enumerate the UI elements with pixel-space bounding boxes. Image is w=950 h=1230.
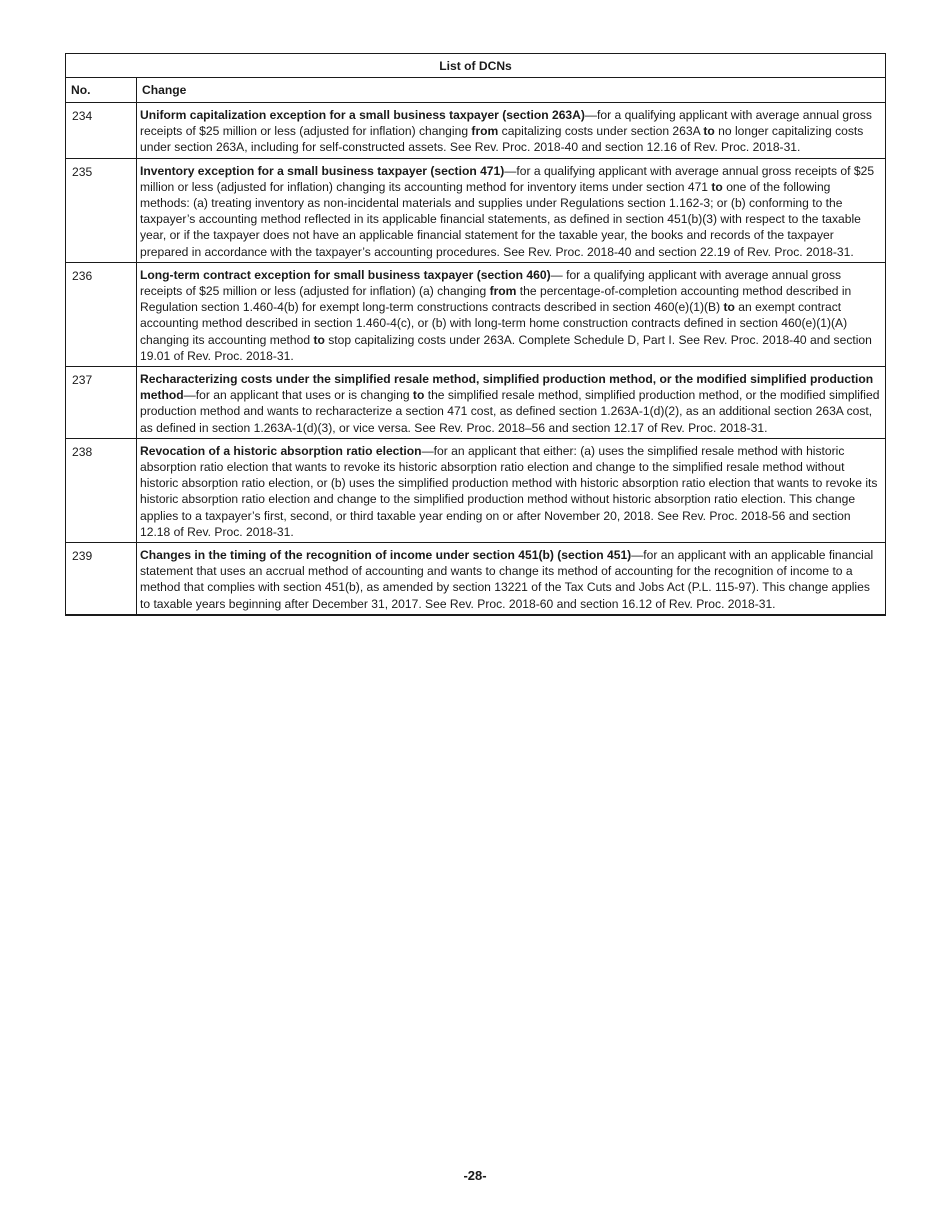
change-text: — for a qualifying applicant with average annual gross receipts of $25 million or less (adjusted for inflation) (a) changing: [140, 267, 842, 299]
table-row: [66, 438, 886, 542]
dcn-table: [65, 53, 886, 616]
table-body: [66, 103, 886, 615]
dcn-number: 236: [66, 262, 137, 366]
change-text: no longer capitalizing costs under section 263A, including for self-constructed assets. See Rev. Proc. 2018-40 and section 12.16 of Rev. Proc. 2018-31.: [140, 124, 864, 155]
dcn-change-description: [137, 103, 886, 159]
change-bold-text: to: [313, 332, 325, 347]
column-header-no: No.: [66, 78, 137, 103]
change-text: —for a qualifying applicant with average annual gross receipts of $25 million or less (adjusted for inflation) changing its accounting method for inventory items under section 471: [140, 163, 875, 194]
page-number: -28-: [463, 1168, 487, 1183]
change-bold-text: Recharacterizing costs under the simplified resale method, simplified production method, or the modified simplified production method: [140, 372, 874, 403]
dcn-number: 239: [66, 543, 137, 615]
change-bold-text: to: [723, 300, 735, 315]
change-text: —for an applicant with an applicable financial statement that uses an accrual method of accounting and wants to change its method of accounting for the recognition of income to a method that complies with section 451(b), as amended by section 13221 of the Tax Cuts and Jobs Act (P.L. 115-97). This change applies to taxable years beginning after December 31, 2017. See Rev. Proc. 2018-60 and section 16.12 of Rev. Proc. 2018-31.: [140, 548, 874, 611]
table-row: [66, 367, 886, 439]
column-header-change: Change: [137, 78, 886, 103]
dcn-change-description: [137, 262, 886, 366]
change-bold-text: from: [489, 284, 517, 299]
change-text: one of the following methods: (a) treating inventory as non-incidental materials and supplies under Regulations section 1.162-3; or (b) conforming to the taxpayer’s accounting method reflected in its applicable financial statements, as defined in section 451(b)(3) with respect to the taxable year, or if the taxpayer does not have an applicable financial statement for the taxable year, the books and records of the taxpayer prepared in accordance with the taxpayer’s accounting procedures. See Rev. Proc. 2018-40 and section 22.19 of Rev. Proc. 2018-31.: [140, 179, 861, 259]
change-bold-text: Changes in the timing of the recognition of income under section 451(b) (section 451): [140, 548, 632, 563]
table-row: [66, 158, 886, 262]
dcn-number: 238: [66, 438, 137, 542]
change-bold-text: Long-term contract exception for small business taxpayer (section 460): [140, 267, 551, 282]
dcn-number: 237: [66, 367, 137, 439]
change-text: an exempt contract accounting method described in section 1.460-4(c), or (b) with long-term home construction contracts defined in section 460(e)(1)(A) changing its accounting method: [140, 300, 848, 347]
table-title-row: [66, 54, 886, 78]
dcn-change-description: [137, 438, 886, 542]
change-text: the percentage-of-completion accounting method described in Regulation section 1.460-4(b) for exempt long-term constructions contracts described in section 460(e)(1)(B): [140, 284, 852, 315]
dcn-change-description: [137, 158, 886, 262]
table-title: List of DCNs: [66, 54, 886, 78]
dcn-number: 235: [66, 158, 137, 262]
dcn-number: 234: [66, 103, 137, 159]
change-bold-text: Uniform capitalization exception for a small business taxpayer (section 263A): [140, 108, 585, 122]
change-bold-text: Revocation of a historic absorption ratio election: [140, 443, 422, 458]
change-text: —for an applicant that either: (a) uses the simplified resale method with historic absorption ratio election that wants to revoke its historic absorption ratio election and change to the simplified resale method without historic absorption ratio election, or (b) uses the simplified production method with historic absorption ratio election that wants to revoke its historic absorption ratio election and change to the simplified production method without historic absorption ratio election. This change applies to a taxpayer’s first, second, or third taxable year ending on or after November 20, 2018. See Rev. Proc. 2018-56 and section 12.18 of Rev. Proc. 2018-31.: [140, 443, 878, 539]
change-text: —for a qualifying applicant with average annual gross receipts of $25 million or less (adjusted for inflation) changing: [140, 108, 872, 139]
change-text: capitalizing costs under section 263A: [498, 124, 704, 139]
change-bold-text: to: [703, 124, 715, 139]
change-bold-text: to: [711, 179, 723, 194]
table-row: [66, 543, 886, 615]
change-bold-text: Inventory exception for a small business taxpayer (section 471): [140, 163, 505, 178]
change-bold-text: from: [471, 124, 499, 139]
dcn-change-description: [137, 543, 886, 615]
change-text: the simplified resale method, simplified production method, or the modified simplified production method and wants to recharacterize a section 471 cost, as defined section 1.263A-1(d)(2), as an additional section 263A cost, as defined in section 1.263A-1(d)(3), or vice versa. See Rev. Proc. 2018–56 and section 12.17 of Rev. Proc. 2018-31.: [140, 388, 880, 435]
dcn-change-description: [137, 367, 886, 439]
table-header-row: [66, 78, 886, 103]
change-text: —for an applicant that uses or is changing: [183, 388, 413, 403]
change-bold-text: to: [412, 388, 425, 403]
table-row: [66, 103, 886, 159]
table-row: [66, 262, 886, 366]
change-text: stop capitalizing costs under 263A. Complete Schedule D, Part I. See Rev. Proc. 2018-40 and section 19.01 of Rev. Proc. 2018-31.: [140, 332, 872, 363]
